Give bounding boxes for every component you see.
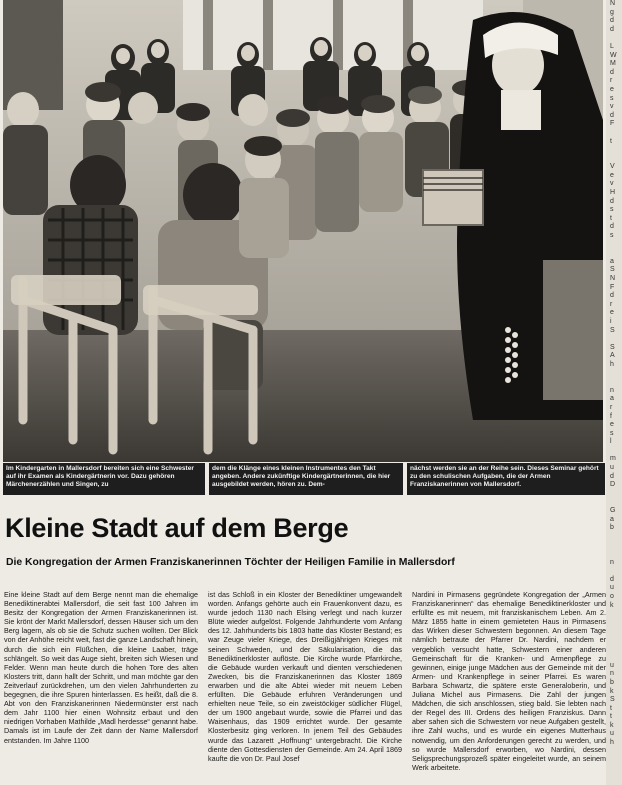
edge-fragment: W xyxy=(610,51,617,59)
adjacent-page-text-strip xyxy=(606,0,622,785)
edge-fragment: e xyxy=(610,85,614,93)
edge-fragment: b xyxy=(610,678,614,686)
edge-fragment: u xyxy=(610,464,614,472)
edge-fragment: s xyxy=(610,94,614,102)
edge-fragment: V xyxy=(610,163,615,171)
edge-fragment: t xyxy=(610,704,612,712)
edge-fragment xyxy=(606,249,622,258)
article-headline: Kleine Stadt auf dem Berge xyxy=(5,513,349,543)
edge-fragment: v xyxy=(610,103,614,111)
edge-fragment: N xyxy=(610,275,616,282)
edge-fragment: t xyxy=(610,214,612,222)
edge-fragment: e xyxy=(610,309,614,317)
edge-fragment: S xyxy=(610,326,615,334)
edge-fragment xyxy=(606,636,622,645)
edge-fragment xyxy=(606,34,622,43)
edge-fragment xyxy=(606,645,622,654)
edge-fragment: D xyxy=(610,481,616,489)
edge-fragment: d xyxy=(610,17,614,25)
caption-2: dem die Klänge eines kleinen Instrumentes den Takt angeben. Andere zukünftige Kindergärtnerinnen, die hier ausgebildet werden, hören zu. Dem- xyxy=(209,463,403,495)
edge-fragment: e xyxy=(610,171,614,179)
edge-fragment: G xyxy=(610,507,616,515)
photo-nun-with-children xyxy=(3,0,603,462)
caption-3: nächst werden sie an der Reihe sein. Dieses Seminar gehört zu den schulischen Aufgaben, die der Armen Franziskanerinnen von Mallersdorf. xyxy=(407,463,605,495)
edge-fragment: v xyxy=(610,180,614,188)
body-column-3 xyxy=(412,590,606,785)
edge-fragment xyxy=(606,498,622,507)
edge-fragment: d xyxy=(610,197,614,205)
edge-fragment: S xyxy=(610,266,615,274)
edge-fragment: a xyxy=(610,395,614,403)
edge-fragment xyxy=(606,627,622,636)
edge-fragment xyxy=(606,610,622,619)
edge-fragment: f xyxy=(610,412,612,420)
edge-fragment: S xyxy=(610,343,615,351)
edge-fragment: h xyxy=(610,739,614,747)
edge-fragment: t xyxy=(610,137,612,145)
edge-fragment: s xyxy=(610,429,614,437)
edge-fragment: k xyxy=(610,601,614,609)
body-column-1 xyxy=(4,590,198,785)
column-1-text: Eine kleine Stadt auf dem Berge nennt man die ehemalige Benediktinerabtei Mallersdorf, die seit fast 100 Jahren im Besitz der Kongregation der Armen Franziskanerinnen ist. Sie krönt der Markt Mallersdorf, dessen Häuser sich um den Berg lagern, als ob sie die Schutz suchen wollten. Der Blick von der Anhöhe reicht weit, fast die ganze Landschaft hinein, durch die sich ein Flüßchen, die kleine Laaber, träge schlängelt. So weit das Auge sieht, breiten sich Wiesen und Felder. Wenn man heute durch die hohen Tore des alten Klosters tritt, dann hallt der Schritt, und man möchte gar den Zeitverlauf zurückdrehen, um den vielen Jahrhunderten zu begegnen, die ihre Spuren hinterlassen. Es heißt, daß die 8. Abt von den Franziskanerinnen Niedermünster erst nach dem Jahr 1100 hier einen Wohnsitz erbaut und den niedrigen Vorhaben Mathilde „Madl herdesse“ genannt habe. Damals ist im Laufe der Zeit dann der Name Mallersdorf entstanden. Im Jahre 1100 xyxy=(4,590,198,745)
edge-fragment: d xyxy=(610,68,614,76)
photo-illustration xyxy=(3,0,603,462)
edge-fragment: r xyxy=(610,300,613,308)
column-2-text: ist das Schloß in ein Kloster der Benediktiner umgewandelt worden. Anfangs gehörte auch ein Frauenkonvent dazu, es wurde jedoch 1130 nach Elsing verlegt und nach kurzer Blüte wieder aufgelöst. Folgende Jahrhunderte vom Anfang des 12. Jahrhunderts bis 1803 hatte das Kloster Bestand; es war Zeuge vieler Kriege, des Dreißigjährigen Krieges mit seinen Schweden, und der Säkularisation, die das Benediktinerkloster auflöste. Die Kirche wurde Pfarrkirche, die Gebäude wurden verkauft und dienten verschiedenen Zwecken, bis die Franziskanerinnen das Kloster 1869 erwarben und die alte Abtei wieder mit neuem Leben erfüllten. Die Gebäude erfuhren Veränderungen und erhielten neue Teile, so ein zweistöckiger südlicher Flügel, der um 1900 angebaut wurde, sowie die Pfarrei und das Waisenhaus, das 1909 errichtet wurde. Der gesamte Klosterbesitz ging verloren. In jenem Teil des Gebäudes wurde das Lazarett „Hoffnung“ untergebracht. Die Kirche diente den Gottesdiensten der Gemeinde. Am 24. April 1869 kaufte die von Dr. Paul Josef xyxy=(208,590,402,763)
article-body xyxy=(4,590,608,785)
edge-fragment: L xyxy=(610,42,614,50)
edge-fragment xyxy=(606,447,622,456)
edge-fragment: r xyxy=(610,77,613,85)
article-subtitle: Die Kongregation der Armen Franziskanerinnen Töchter der Heiligen Familie in Mallersdorf xyxy=(6,557,455,568)
edge-fragment: n xyxy=(610,386,614,394)
edge-fragment: g xyxy=(610,8,614,16)
edge-fragment: i xyxy=(610,317,612,325)
edge-fragment: F xyxy=(610,120,615,128)
edge-fragment: t xyxy=(610,713,612,721)
edge-fragment xyxy=(606,129,622,138)
edge-fragment xyxy=(606,619,622,628)
edge-fragment xyxy=(606,567,622,576)
edge-fragment: d xyxy=(610,472,614,480)
edge-fragment xyxy=(606,155,622,164)
edge-fragment: N xyxy=(610,0,616,7)
edge-fragment xyxy=(606,146,622,155)
edge-fragment: H xyxy=(610,189,616,197)
edge-fragment xyxy=(606,550,622,559)
edge-fragment: d xyxy=(610,575,614,583)
column-3-text: Nardini in Pirmasens gegründete Kongregation der „Armen Franziskanerinnen“ das ehemalige Benediktinerkloster und erfüllte es mit neuem, mit franziskanischem Leben. Am 2. März 1855 hatte in einem gemieteten Haus in Pirmasens das Wirken dieser Schwestern begonnen. An diesem Tage nämlich betraute der Pfarrer Dr. Nardini, nachdem er vergeblich versucht hatte, Schwestern einer anderen Gemeinschaft für die Kranken- und Armenpflege zu gewinnen, einige junge Mädchen aus der Gemeinde mit der Armen- und Krankenpflege in seiner Pfarrei. Es waren Barbara Schwartz, die spätere erste Generaloberin, und Juliana Michel aus Pirmasens. Die Zahl der jungen Mädchen, die sich anschlossen, stieg bald. Sie lebten nach der Regel des III. Ordens des heiligen Franziskus. Dann aber sahen sich die Schwestern vor neue Aufgaben gestellt, ihre Zahl wuchs, und es wurde ein eigenes Mutterhaus notwendig, um den Anforderungen gerecht zu werden, und so wurde Mallersdorf erworben, wo Nardini, dessen Seligsprechungsprozeß später eingeleitet wurde, an seinem Werk arbeitete. xyxy=(412,590,606,772)
edge-fragment xyxy=(606,370,622,379)
edge-fragment: m xyxy=(610,455,616,463)
edge-fragment: k xyxy=(610,721,614,729)
edge-fragment: s xyxy=(610,206,614,214)
edge-fragment: n xyxy=(610,558,614,566)
edge-fragment: u xyxy=(610,661,614,669)
edge-fragment: e xyxy=(610,421,614,429)
edge-fragment: s xyxy=(610,232,614,240)
edge-fragment: h xyxy=(610,360,614,368)
edge-fragment: d xyxy=(610,223,614,231)
edge-fragment xyxy=(606,490,622,499)
edge-fragment: o xyxy=(610,592,614,600)
edge-fragment: a xyxy=(610,257,614,265)
edge-fragment xyxy=(606,241,622,250)
edge-fragment: S xyxy=(610,696,615,704)
edge-fragment: d xyxy=(610,292,614,300)
edge-fragment: n xyxy=(610,670,614,678)
edge-fragment: A xyxy=(610,352,615,360)
edge-fragment: u xyxy=(610,584,614,592)
edge-fragment: d xyxy=(610,111,614,119)
edge-fragment: r xyxy=(610,403,613,411)
edge-fragment: l xyxy=(610,438,612,446)
edge-fragment: M xyxy=(610,60,616,68)
edge-fragment xyxy=(606,335,622,344)
edge-fragment: F xyxy=(610,283,615,291)
body-column-2 xyxy=(208,590,402,785)
edge-fragment: a xyxy=(610,515,614,523)
edge-fragment xyxy=(606,533,622,542)
edge-fragment: u xyxy=(610,730,614,738)
edge-fragment: k xyxy=(610,687,614,695)
edge-fragment xyxy=(606,378,622,387)
edge-fragment xyxy=(606,541,622,550)
edge-fragment xyxy=(606,653,622,662)
edge-fragment: d xyxy=(610,25,614,33)
caption-1: Im Kindergarten in Mallersdorf bereiten sich eine Schwester auf ihr Examen als Kindergärtnerin vor. Dazu gehören Märchenerzählen und Singen, zu xyxy=(3,463,205,495)
photo-captions xyxy=(3,463,605,495)
edge-fragment: b xyxy=(610,524,614,532)
